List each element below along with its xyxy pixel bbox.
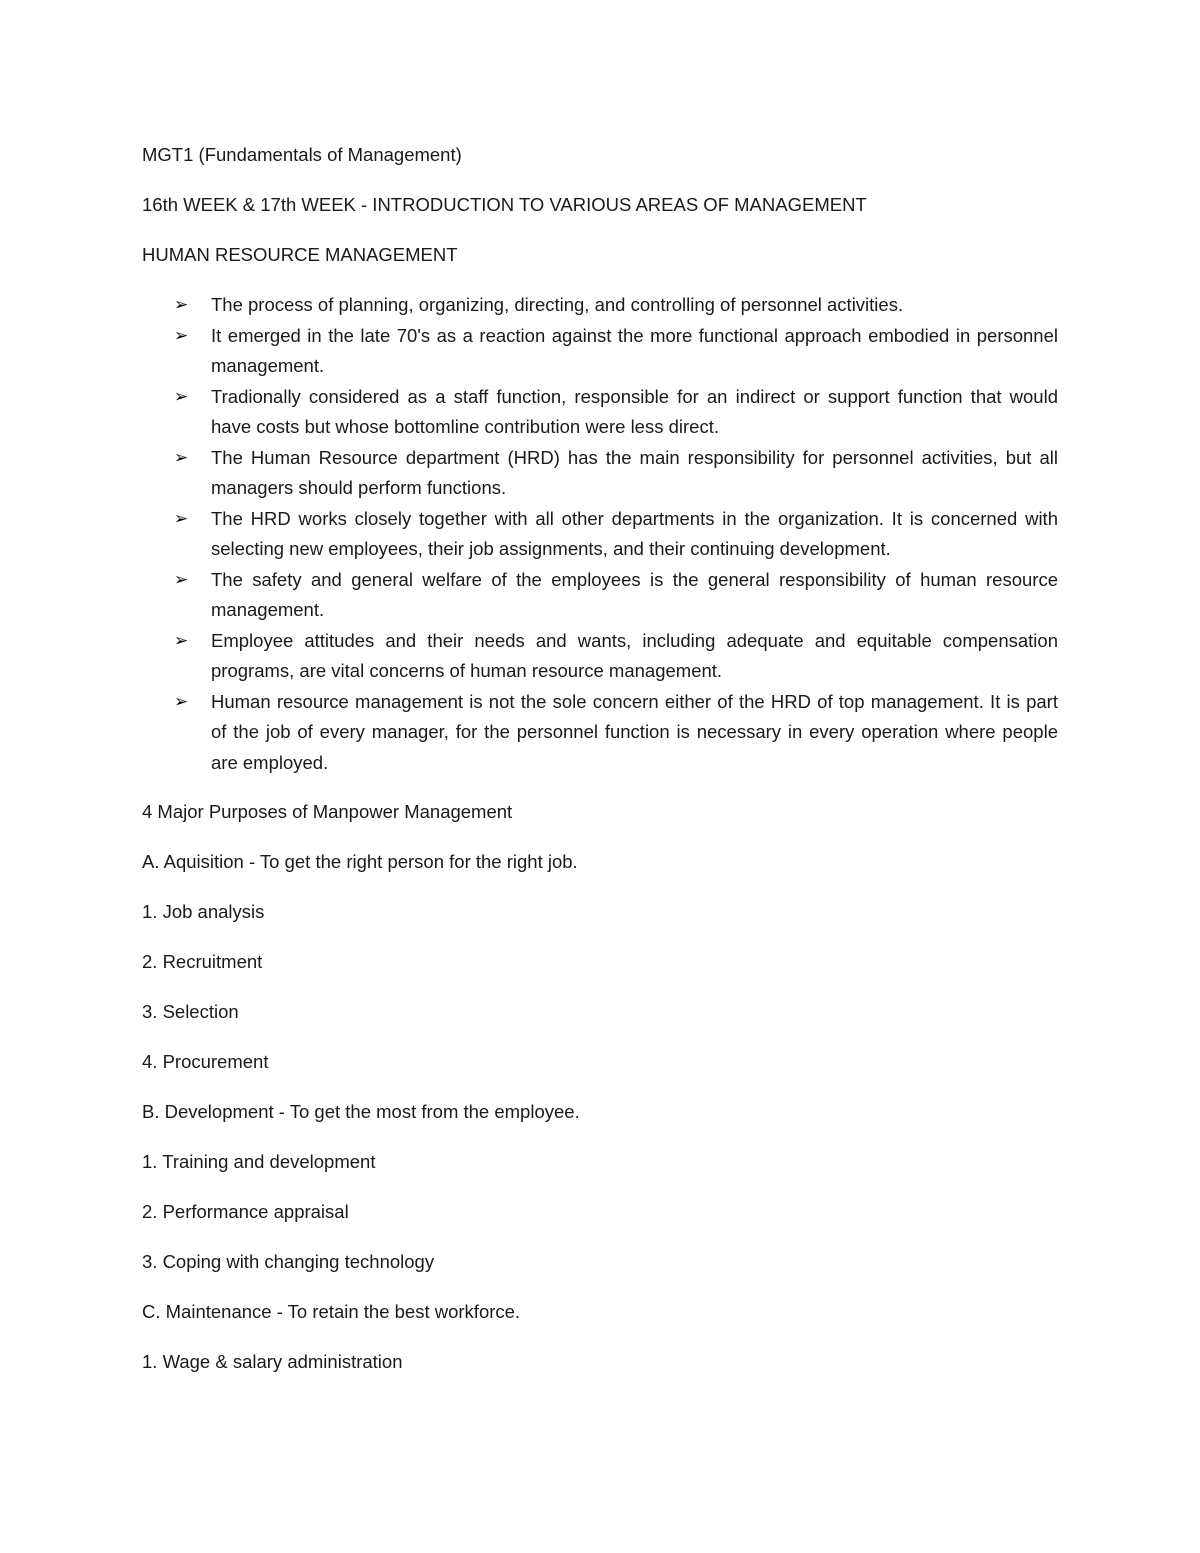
arrow-bullet-icon: ➢ xyxy=(174,295,189,314)
bullet-text: The HRD works closely together with all other departments in the organization. It is concerned with selecting new employees, their job assignments, and their continuing development. xyxy=(211,507,1058,559)
arrow-bullet-icon: ➢ xyxy=(174,386,189,406)
bullet-item xyxy=(142,565,1058,626)
list-item: 2. Performance appraisal xyxy=(142,1201,349,1222)
arrow-bullet-icon: ➢ xyxy=(174,691,189,711)
bullet-text: Human resource management is not the sole concern either of the HRD of top management. It is part of the job of every manager, for the personnel function is necessary in every operation where people are employed. xyxy=(211,690,1058,773)
arrow-bullet-icon: ➢ xyxy=(174,508,189,528)
list-item: 1. Wage & salary administration xyxy=(142,1351,403,1372)
list-item: 4. Procurement xyxy=(142,1051,269,1072)
list-item: 2. Recruitment xyxy=(142,951,263,972)
section-heading: HUMAN RESOURCE MANAGEMENT xyxy=(142,244,458,265)
document-body xyxy=(142,140,1058,1397)
list-item: 1. Training and development xyxy=(142,1151,376,1172)
bullet-item xyxy=(142,626,1058,687)
arrow-bullet-icon: ➢ xyxy=(174,630,189,650)
list-item: 3. Coping with changing technology xyxy=(142,1251,435,1272)
bullet-item xyxy=(142,290,1058,321)
list-item: 1. Job analysis xyxy=(142,901,265,922)
purpose-a-line: A. Aquisition - To get the right person for the right job. xyxy=(142,851,578,872)
bullet-text: Tradionally considered as a staff function, responsible for an indirect or support function that would have costs but whose bottomline contribution were less direct. xyxy=(211,385,1058,437)
bullet-text: The process of planning, organizing, directing, and controlling of personnel activities. xyxy=(211,294,904,315)
course-title: MGT1 (Fundamentals of Management) xyxy=(142,144,462,165)
bullet-list xyxy=(142,290,1058,778)
purpose-c-line: C. Maintenance - To retain the best workforce. xyxy=(142,1301,521,1322)
bullet-item xyxy=(142,687,1058,779)
bullet-text: Employee attitudes and their needs and wants, including adequate and equitable compensation programs, are vital concerns of human resource management. xyxy=(211,629,1058,681)
arrow-bullet-icon: ➢ xyxy=(174,569,189,589)
bullet-item xyxy=(142,382,1058,443)
bullet-item xyxy=(142,443,1058,504)
week-heading: 16th WEEK & 17th WEEK - INTRODUCTION TO VARIOUS AREAS OF MANAGEMENT xyxy=(142,194,867,215)
bullet-text: The safety and general welfare of the employees is the general responsibility of human resource management. xyxy=(211,568,1058,620)
purpose-b-line: B. Development - To get the most from the employee. xyxy=(142,1101,580,1122)
bullet-text: The Human Resource department (HRD) has the main responsibility for personnel activities, but all managers should perform functions. xyxy=(211,446,1058,498)
purposes-heading: 4 Major Purposes of Manpower Management xyxy=(142,801,513,822)
arrow-bullet-icon: ➢ xyxy=(174,447,189,467)
arrow-bullet-icon: ➢ xyxy=(174,325,189,345)
bullet-item xyxy=(142,504,1058,565)
list-item: 3. Selection xyxy=(142,1001,239,1022)
bullet-item xyxy=(142,321,1058,382)
bullet-text: It emerged in the late 70's as a reaction against the more functional approach embodied in personnel management. xyxy=(211,324,1058,376)
